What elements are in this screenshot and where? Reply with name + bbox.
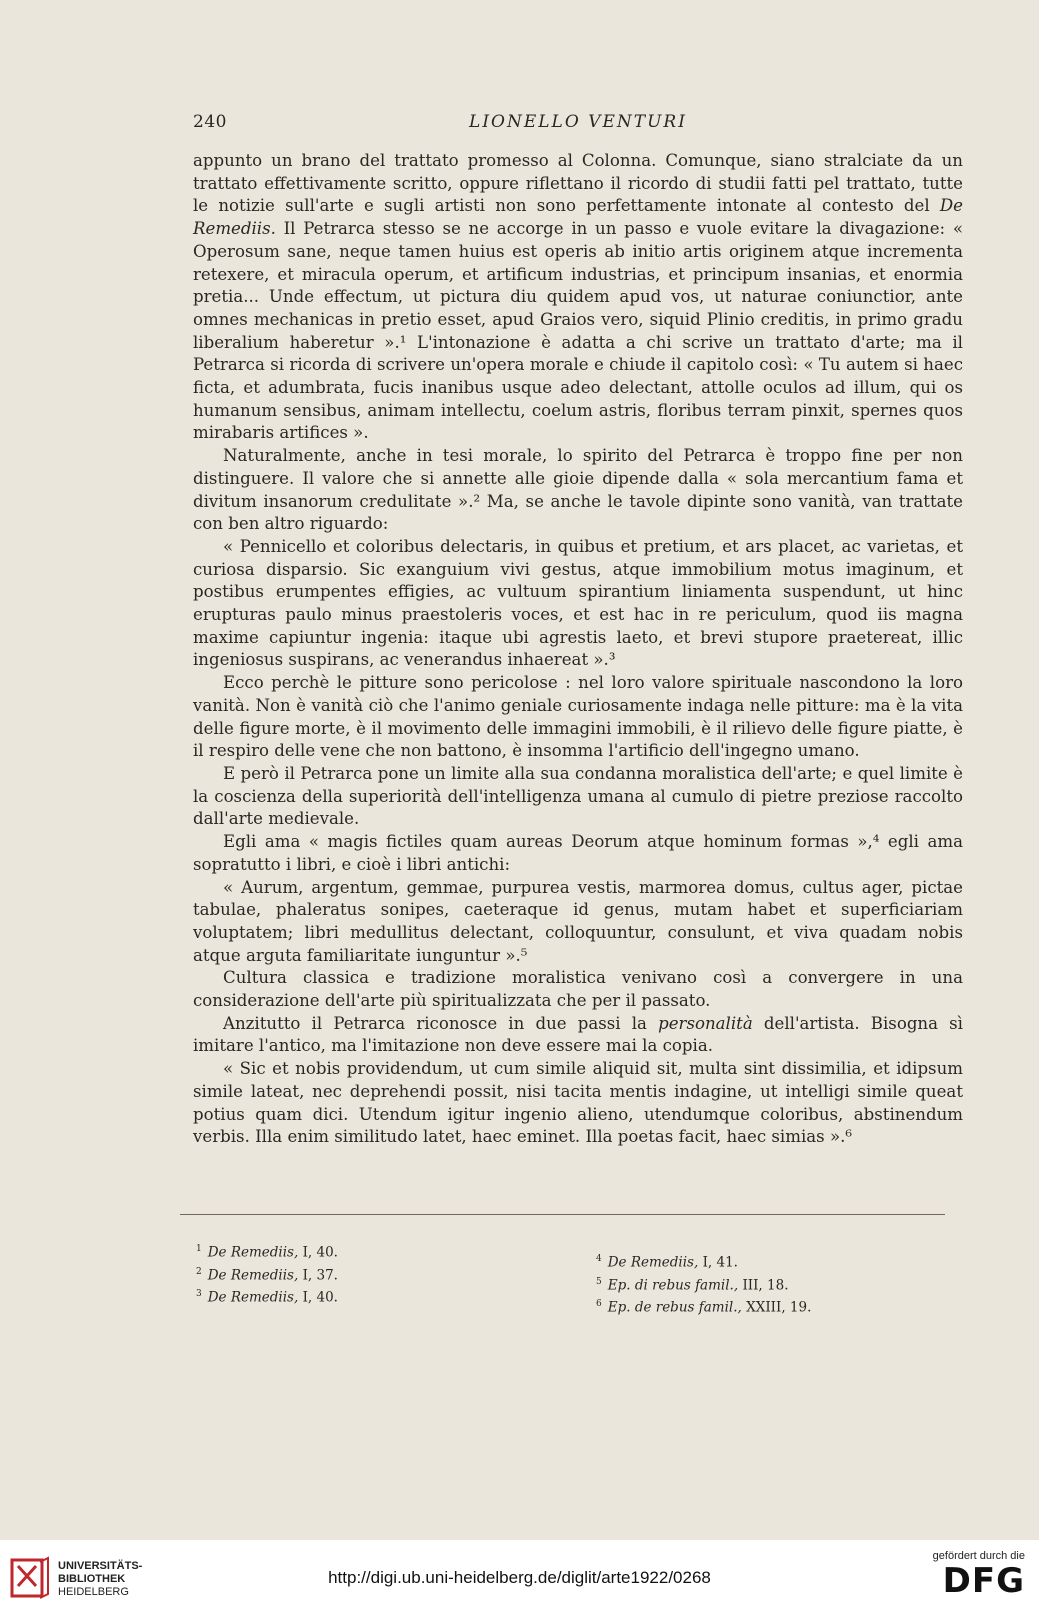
quote-paragraph-3: « Pennicello et coloribus delectaris, in quibus et pretium, et ars placet, ac varietas, et curiosa disparsio. Sic exanguium vivi gestus, atque immobilium motus imaginum, et postibus erumpentes effigies, ac vultuum spirantium liniamenta suspendunt, ut hinc erupturas paulo minus praestoleris voces, et est hac in re periculum, quod iis magna maxime capiuntur ingenia: itaque ubi agrestis laeto, et brevi stupore praetereat, illic ingeniosus suspirans, ac venerandus inhaereat ».³ (193, 536, 963, 670)
footnotes-left-column (196, 1240, 516, 1308)
dfg-logo-icon: DFG (942, 1561, 1025, 1601)
running-head (193, 112, 963, 136)
footnote: $^3$ De Remediis, I, 40. (196, 1289, 338, 1306)
footnote: $^2$ De Remediis, I, 37. (196, 1266, 338, 1283)
italic-term: personalità (658, 1013, 753, 1033)
sponsor-block[interactable] (915, 1550, 1025, 1600)
paragraph-2: Naturalmente, anche in tesi morale, lo spirito del Petrarca è troppo fine per non distinguere. Il valore che si annette alle gioie dipende dalla « sola mercantium fama et divitum insanorum credulitate ».² Ma, se anche le tavole dipinte sono vanità, van trattate con ben altro riguardo: (193, 446, 963, 534)
footnotes-right-column (596, 1250, 916, 1318)
footnote-rule (180, 1214, 945, 1215)
paragraph-5: E però il Petrarca pone un limite alla sua condanna moralistica dell'arte; e quel limite è la coscienza della superiorità dell'intelligenza umana al cumulo di pietre preziose raccolto dall'arte medievale. (193, 763, 963, 829)
library-name[interactable]: UNIVERSITÄTS- BIBLIOTHEK HEIDELBERG (58, 1560, 143, 1598)
sponsor-caption: gefördert durch die (932, 1550, 1025, 1562)
quote-paragraph-7: « Aurum, argentum, gemmae, purpurea vestis, marmorea domus, cultus ager, pictae tabulae, phaleratus sonipes, caeteraque id genus, mutam habet et superficiariam voluptatem; libri medullitus delectant, colloquuntur, consulunt, et viva quadam nobis atque arguta familiaritate iunguntur ».⁵ (193, 877, 963, 965)
paragraph-8: Cultura classica e tradizione moralistica venivano così a convergere in una considerazione dell'arte più spiritualizzata che per il passato. (193, 968, 963, 1011)
permalink-url[interactable]: http://digi.ub.uni-heidelberg.de/diglit/arte1922/0268 (328, 1568, 711, 1587)
footnote: $^1$ De Remediis, I, 40. (196, 1244, 338, 1261)
page-number: 240 (193, 112, 227, 132)
footnote: $^4$ De Remediis, I, 41. (596, 1254, 738, 1271)
body-text (193, 150, 963, 1149)
paragraph-1: appunto un brano del trattato promesso al Colonna. Comunque, siano stralciate da un trattato effettivamente scritto, oppure riflettano il ricordo di studii fatti pel trattato, tutte le notizie sull'arte e sugli artisti non sono perfettamente intonate al contesto del De Remediis. Il Petrarca stesso se ne accorge in un passo e vuole evitare la divagazione: « Operosum sane, neque tamen huius est operis ab initio artis originem atque incrementa retexere, et miracula operum, et artificum industrias, et principum insanias, et enormia pretia... Unde effectum, ut pictura diu quidem apud vos, ut naturae coniunctior, ante omnes mechanicas in pretio esset, apud Graios vero, siquid Plinio creditis, in primo gradu liberalium haberetur ».¹ L'intonazione è adatta a chi scrive un trattato d'arte; ma il Petrarca si ricorda di scrivere un'opera morale e chiude il capitolo così: « Tu autem si haec ficta, et adumbrata, fucis inanibus usque adeo delectant, attolle oculos ad illum, qui os humanum sensibus, animam intellectu, coelum astris, floribus terram pinxit, spernes quos mirabaris artifices ». (193, 151, 963, 443)
footer-bar (0, 1540, 1039, 1617)
footnote: $^5$ Ep. di rebus famil., III, 18. (596, 1276, 789, 1293)
quote-paragraph-10: « Sic et nobis providendum, ut cum simile aliquid sit, multa sint dissimilia, et idipsum simile lateat, nec deprehendi possit, nisi tacita mentis indagine, ut intelligi simile queat potius quam dici. Utendum igitur ingenio alieno, utendumque coloribus, abstinendum verbis. Illa enim similitudo latet, haec eminet. Illa poetas facit, haec simias ».⁶ (193, 1059, 963, 1147)
paragraph-6: Egli ama « magis fictiles quam aureas Deorum atque hominum formas »,⁴ egli ama sopratutto i libri, e cioè i libri antichi: (193, 832, 963, 874)
footnote: $^6$ Ep. de rebus famil., XXIII, 19. (596, 1299, 812, 1316)
paragraph-4: Ecco perchè le pitture sono pericolose : nel loro valore spirituale nascondono la loro vanità. Non è vanità ciò che l'animo geniale curiosamente indaga nelle pitture: ma è la vita delle figure morte, è il movimento delle immagini immobili, è il rilievo delle figure piatte, è il respiro delle vene che non battono, è insomma l'artificio dell'ingegno umano. (193, 673, 963, 761)
paragraph-9: Anzitutto il Petrarca riconosce in due passi la personalità dell'artista. Bisogna sì imitare l'antico, ma l'imitazione non deve essere mai la copia. (193, 1013, 963, 1056)
running-title: LIONELLO VENTURI (469, 112, 687, 132)
italic-title: De Remediis. (193, 196, 963, 239)
